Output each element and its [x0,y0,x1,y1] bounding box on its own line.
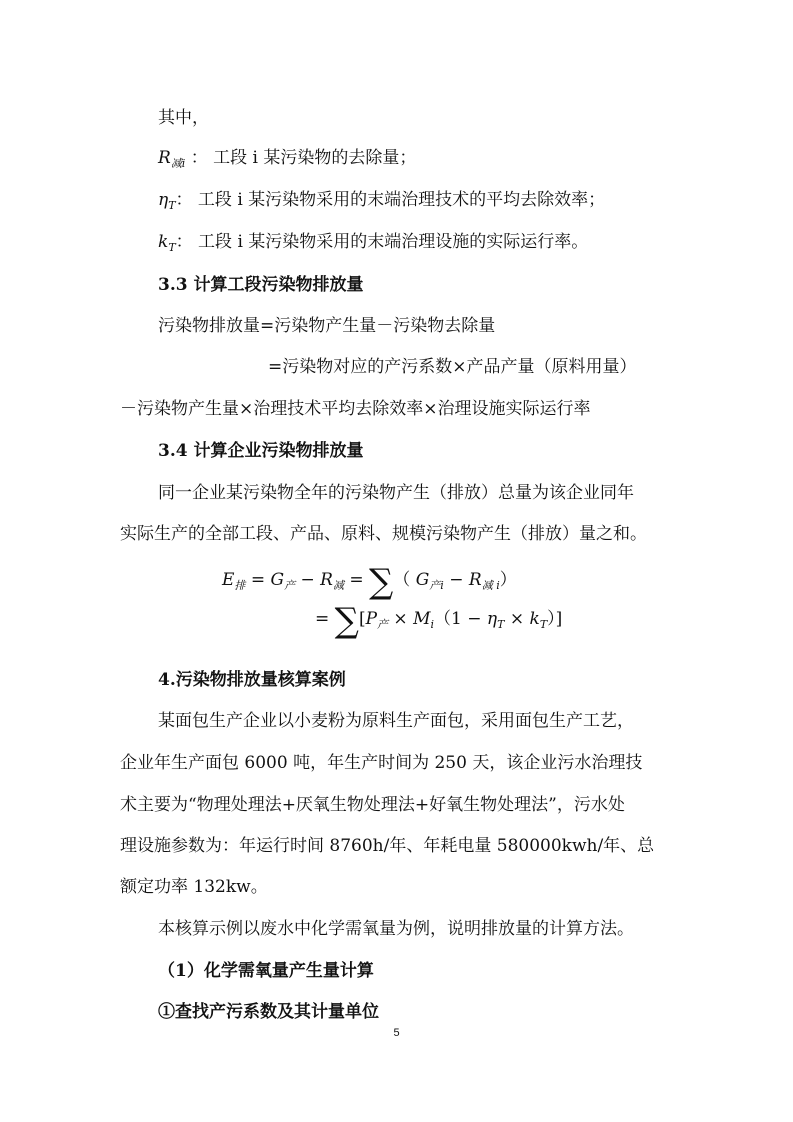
formula-minus2: − [443,570,469,590]
formula-line2 [315,601,563,641]
case-para-line4: 理设施参数为：年运行时间 8760h/年、年耗电量 580000kwh/年、总 [120,836,655,856]
formula-e: E [222,570,235,590]
s33-line2: =污染物对应的产污系数×产品产量（原料用量） [268,357,637,377]
formula-eta-sub: T [497,618,505,631]
symbol-eta-sub: T [168,199,176,212]
formula-close1: ） [499,570,517,590]
s34-para-line2: 实际生产的全部工段、产品、原料、规模污染物产生（排放）量之和。 [120,524,647,544]
symbol-k-sub: T [168,241,176,254]
symbol-r: R [158,148,171,168]
s34-para-line1: 同一企业某污染物全年的污染物产生（排放）总量为该企业同年 [158,483,634,503]
case-para-line1: 某面包生产企业以小麦粉为原料生产面包，采用面包生产工艺， [158,711,634,731]
def-sep: ： [190,148,208,168]
formula-g2-sub: 产i [429,579,444,592]
formula-g2: G [415,570,430,590]
formula-k: k [529,609,540,629]
formula-eq3: = [315,609,335,629]
symbol-r-sub: 减i [170,157,186,170]
formula-mid: （1 − [434,609,487,629]
heading-3-3: 3.3 计算工段污染物排放量 [158,275,364,295]
s33-line3: －污染物产生量×治理技术平均去除效率×治理设施实际运行率 [120,399,591,419]
formula-r-sub: 减 [332,579,344,592]
sum-symbol-2: ∑ [334,601,359,641]
heading-4: 4.污染物排放量核算案例 [158,670,346,690]
case-para-line2: 企业年生产面包 6000 吨，年生产时间为 250 天，该企业污水治理技 [120,753,643,773]
formula-g-sub: 产 [284,579,296,592]
def-k [158,230,588,260]
sum-symbol-1: ∑ [369,562,394,602]
intro-text: 其中， [158,108,209,128]
heading-3-4: 3.4 计算企业污染物排放量 [158,441,364,461]
def-k-text: ： 工段 i 某污染物采用的末端治理设施的实际运行率。 [175,232,589,252]
formula-g: G [270,570,285,590]
formula-eq2: = [343,570,370,590]
subheading-cod: （1）化学需氧量产生量计算 [158,961,374,981]
formula-p: P [365,609,378,629]
formula-open2: [ [358,609,366,629]
formula-eta: η [486,609,498,629]
def-eta-text: ： 工段 i 某污染物采用的末端治理技术的平均去除效率； [175,190,606,210]
symbol-k: k [158,232,169,252]
def-removal-text: 工段 i 某污染物的去除量； [213,148,417,168]
formula-p-sub: 产 [377,618,389,631]
page-number: 5 [393,1027,400,1039]
formula-line1 [222,562,517,602]
def-eta [158,188,605,218]
s33-line1: 污染物排放量=污染物产生量－污染物去除量 [158,316,496,336]
subheading-lookup: ①查找产污系数及其计量单位 [158,1002,379,1022]
formula-r2: R [468,570,482,590]
formula-close2: ）] [547,609,563,629]
formula-eq1: = [245,570,271,590]
formula-k-sub: T [539,618,548,631]
formula-r2-sub: 减 i [481,579,500,592]
formula-e-sub: 排 [234,579,246,592]
symbol-eta: η [158,190,169,210]
formula-minus1: − [295,570,321,590]
formula-m: M [413,609,431,629]
formula-open1: （ [393,570,416,590]
formula-times1: × [388,609,414,629]
formula-r: R [320,570,333,590]
formula-m-sub: i [430,618,435,631]
case-para-line5: 额定功率 132kw。 [120,877,268,897]
formula-times2: × [504,609,530,629]
def-removal [158,146,416,176]
case-para-2: 本核算示例以废水中化学需氧量为例，说明排放量的计算方法。 [158,919,634,939]
case-para-line3: 术主要为“物理处理法+厌氧生物处理法+好氧生物处理法”，污水处 [120,795,625,815]
